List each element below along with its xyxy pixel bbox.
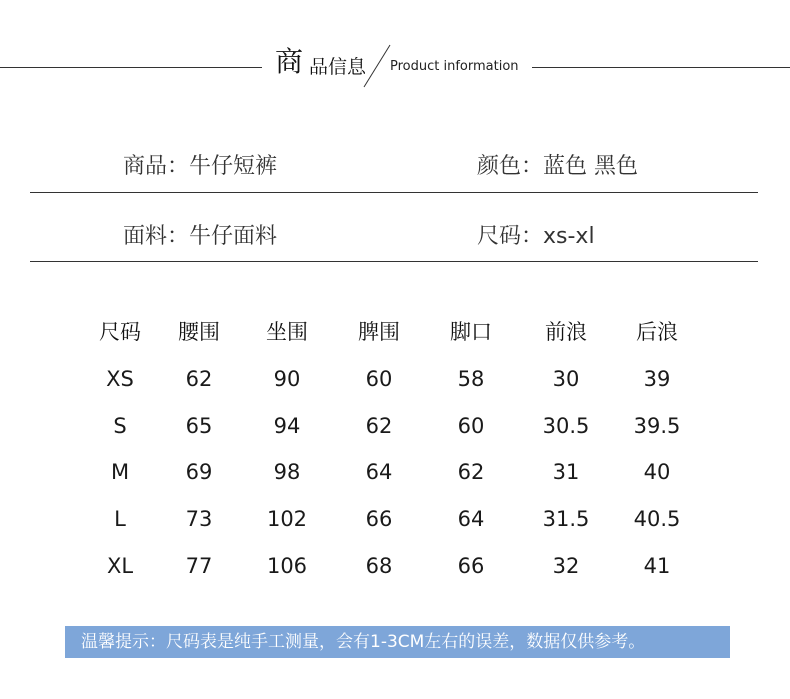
table-cell: 98 xyxy=(273,460,301,484)
info-fabric: 面料：牛仔面料 xyxy=(123,224,278,249)
table-cell: 102 xyxy=(266,507,308,531)
table-cell: L xyxy=(114,507,126,531)
section-title-en: Product information xyxy=(390,59,519,74)
table-cell: 32 xyxy=(552,554,580,578)
table-cell: 41 xyxy=(643,554,671,578)
table-cell: 62 xyxy=(185,367,213,391)
info-color: 颜色：蓝色 黑色 xyxy=(477,154,638,179)
table-cell: 40.5 xyxy=(633,507,681,531)
table-cell: 77 xyxy=(185,554,213,578)
info-size: 尺码：xs-xl xyxy=(477,224,595,249)
table-cell: 66 xyxy=(365,507,393,531)
header-line-left xyxy=(0,67,262,68)
table-header-leg-opening: 脚口 xyxy=(450,320,492,344)
slash-divider xyxy=(362,44,392,88)
table-cell: 94 xyxy=(273,414,301,438)
table-header-size: 尺码 xyxy=(99,320,141,344)
table-cell: 30.5 xyxy=(542,414,590,438)
table-header-waist: 腰围 xyxy=(178,320,220,344)
table-cell: 64 xyxy=(457,507,485,531)
info-divider-1 xyxy=(30,192,758,193)
notice-text: 温馨提示：尺码表是纯手工测量，会有1-3CM左右的误差，数据仅供参考。 xyxy=(81,632,646,652)
table-cell: XS xyxy=(106,367,134,391)
header-line-right xyxy=(532,67,790,68)
table-cell: 62 xyxy=(457,460,485,484)
table-cell: 31 xyxy=(552,460,580,484)
table-cell: 39 xyxy=(643,367,671,391)
table-cell: 90 xyxy=(273,367,301,391)
table-cell: XL xyxy=(106,554,134,578)
table-cell: S xyxy=(113,414,127,438)
info-product: 商品：牛仔短裤 xyxy=(123,154,278,179)
table-cell: 39.5 xyxy=(633,414,681,438)
info-divider-2 xyxy=(30,261,758,262)
table-cell: 73 xyxy=(185,507,213,531)
table-cell: 60 xyxy=(365,367,393,391)
table-cell: 62 xyxy=(365,414,393,438)
table-header-front-rise: 前浪 xyxy=(545,320,587,344)
table-cell: 65 xyxy=(185,414,213,438)
notice-banner xyxy=(65,626,730,658)
table-header-back-rise: 后浪 xyxy=(636,320,678,344)
section-title-char: 商 xyxy=(275,45,304,78)
table-header-thigh: 脾围 xyxy=(358,320,400,344)
table-cell: 69 xyxy=(185,460,213,484)
table-cell: 66 xyxy=(457,554,485,578)
table-cell: 31.5 xyxy=(542,507,590,531)
table-cell: 40 xyxy=(643,460,671,484)
table-header-hip: 坐围 xyxy=(266,320,308,344)
table-cell: M xyxy=(110,460,130,484)
table-cell: 60 xyxy=(457,414,485,438)
table-cell: 30 xyxy=(552,367,580,391)
table-cell: 106 xyxy=(266,554,308,578)
table-cell: 68 xyxy=(365,554,393,578)
table-cell: 58 xyxy=(457,367,485,391)
section-title: 品信息 xyxy=(309,56,367,78)
table-cell: 64 xyxy=(365,460,393,484)
